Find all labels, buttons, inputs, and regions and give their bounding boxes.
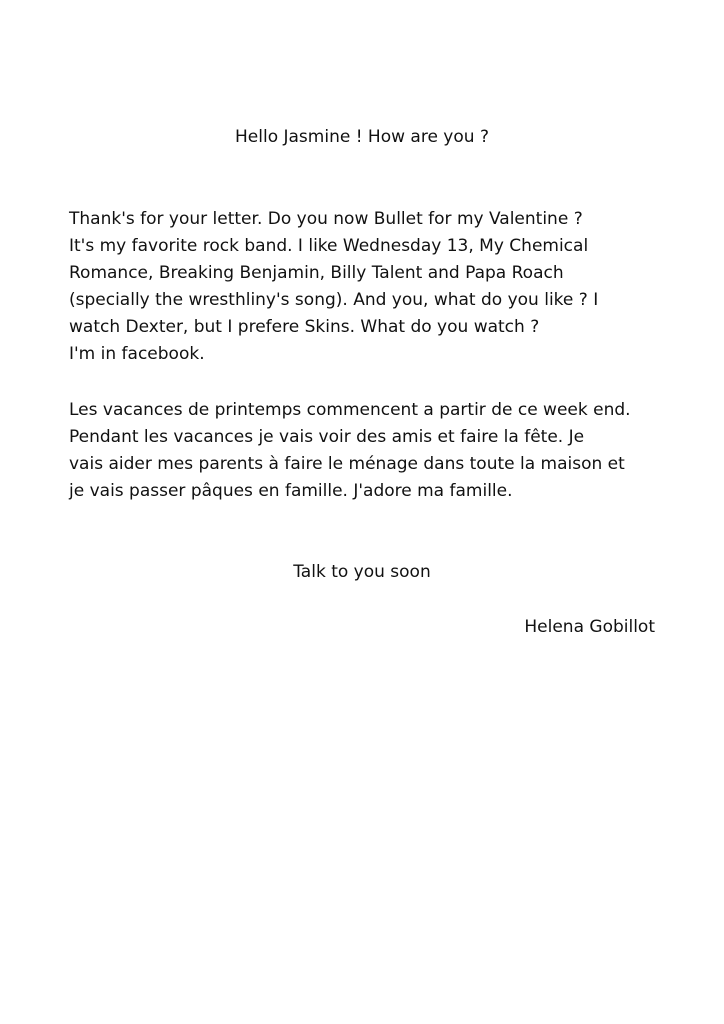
paragraph-line: Romance, Breaking Benjamin, Billy Talent and Papa Roach xyxy=(69,263,564,283)
letter-closing: Talk to you soon xyxy=(293,562,431,582)
letter-greeting: Hello Jasmine ! How are you ? xyxy=(235,127,489,147)
paragraph-line: I'm in facebook. xyxy=(69,344,205,364)
paragraph-line: vais aider mes parents à faire le ménage dans toute la maison et xyxy=(69,454,625,474)
paragraph-line: je vais passer pâques en famille. J'adore ma famille. xyxy=(69,481,513,501)
paragraph-line: watch Dexter, but I prefere Skins. What do you watch ? xyxy=(69,317,540,337)
paragraph-line: Les vacances de printemps commencent a partir de ce week end. xyxy=(69,400,631,420)
paragraph-english xyxy=(69,206,669,368)
paragraph-line: (specially the wresthliny's song). And you, what do you like ? I xyxy=(69,290,599,310)
paragraph-line: Pendant les vacances je vais voir des amis et faire la fête. Je xyxy=(69,427,585,447)
letter-signature: Helena Gobillot xyxy=(524,617,655,637)
paragraph-line: Thank's for your letter. Do you now Bullet for my Valentine ? xyxy=(69,209,583,229)
paragraph-line: It's my favorite rock band. I like Wednesday 13, My Chemical xyxy=(69,236,589,256)
paragraph-french xyxy=(69,397,669,505)
